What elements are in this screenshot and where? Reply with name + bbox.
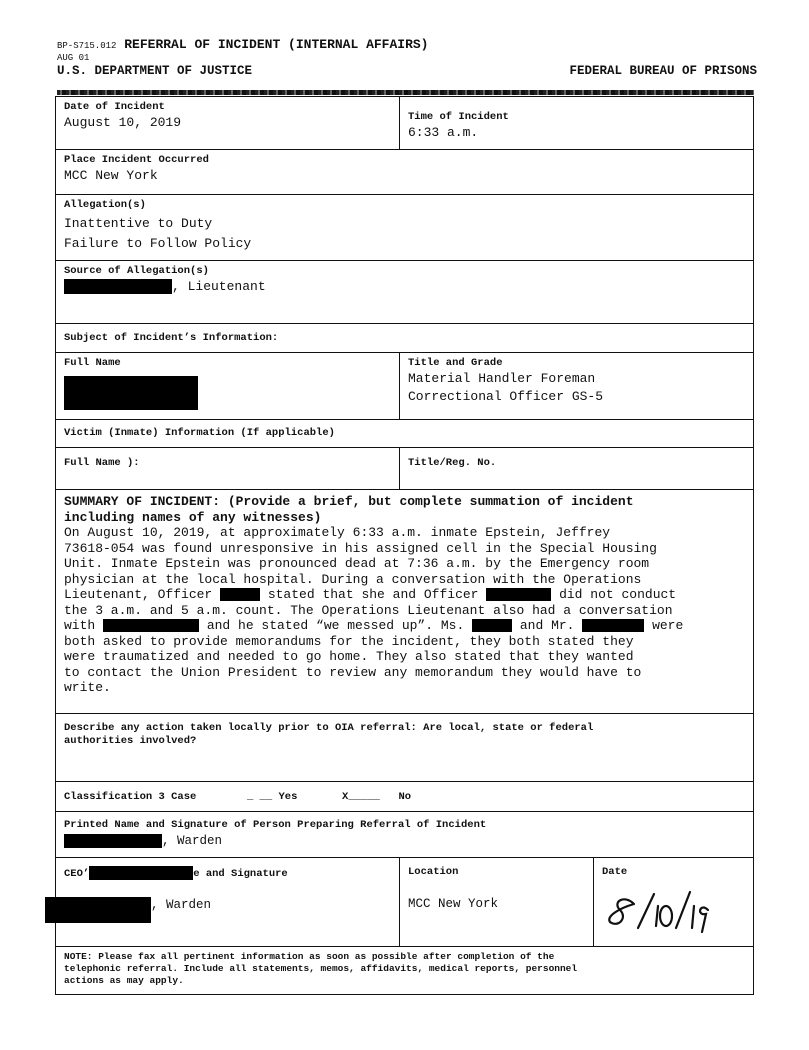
header-rule — [57, 90, 754, 95]
redaction-block — [486, 588, 551, 601]
summary-line: 73618-054 was found unresponsive in his assigned cell in the Special Housing — [64, 540, 657, 556]
victim-name-cell — [56, 448, 399, 489]
note-text — [56, 947, 753, 991]
summary-fragment: were — [644, 618, 684, 633]
form-header — [57, 38, 757, 81]
redaction-block — [220, 588, 260, 601]
place-value: MCC New York — [64, 168, 158, 183]
subject-name-cell — [56, 353, 399, 419]
allegation-item: Inattentive to Duty — [64, 216, 213, 231]
handwritten-date-icon — [604, 888, 714, 938]
summary-fragment: and he stated “we messed up”. Ms. — [199, 618, 473, 633]
classification-line — [64, 791, 745, 804]
action-label: Describe any action taken locally prior to OIA referral: Are local, state or federal — [64, 722, 594, 734]
classification-no: No — [398, 791, 412, 803]
date-signed-label: Date — [602, 866, 628, 878]
time-cell — [399, 97, 753, 149]
redaction-block — [64, 834, 162, 848]
source-value — [64, 278, 745, 296]
classification-row — [56, 782, 753, 812]
summary-heading: SUMMARY OF INCIDENT: (Provide a brief, but complete summation of incident — [64, 494, 634, 509]
summary-heading: including names of any witnesses) — [64, 509, 322, 525]
allegation-item: Failure to Follow Policy — [64, 236, 252, 251]
source-title: , Lieutenant — [172, 279, 266, 294]
ceo-name-line — [45, 897, 345, 923]
summary-line — [64, 587, 745, 603]
allegations-row — [56, 195, 753, 261]
allegations-label: Allegation(s) — [64, 199, 146, 211]
preparer-label: Printed Name and Signature of Person Preparing Referral of Incident — [64, 819, 487, 831]
subject-section-label: Subject of Incident’s Information: — [64, 332, 279, 344]
date-value: August 10, 2019 — [64, 115, 182, 130]
ceo-label — [64, 866, 391, 881]
victim-row — [56, 448, 753, 490]
summary-line: On August 10, 2019, at approximately 6:33 a.m. inmate Epstein, Jeffrey — [64, 525, 611, 540]
summary-fragment: with — [64, 618, 104, 633]
summary-line: the 3 a.m. and 5 a.m. count. The Operations Lieutenant also had a conversation — [64, 602, 673, 618]
form-revision: AUG 01 — [57, 53, 90, 63]
subject-grade-value: Correctional Officer GS-5 — [408, 389, 604, 404]
time-label: Time of Incident — [408, 111, 509, 123]
summary-text — [56, 490, 753, 700]
note-line: actions as may apply. — [64, 975, 184, 986]
summary-fragment: did not conduct — [551, 587, 677, 602]
redaction-block — [64, 376, 198, 410]
note-line: NOTE: Please fax all pertinent information as soon as possible after completion of the — [64, 951, 555, 962]
victim-section-cell — [56, 420, 753, 447]
form-title-line — [57, 38, 757, 53]
date-signed-cell — [593, 858, 753, 946]
subject-section-cell — [56, 324, 753, 352]
date-cell — [56, 97, 399, 149]
summary-line: physician at the local hospital. During a conversation with the Operations — [64, 571, 642, 587]
redaction-block — [582, 619, 644, 632]
classification-no-mark: X_____ — [342, 791, 380, 803]
subject-name-label: Full Name — [64, 357, 121, 369]
summary-line: Unit. Inmate Epstein was pronounced dead at 7:36 a.m. by the Emergency room — [64, 556, 650, 571]
redaction-block — [89, 866, 193, 880]
preparer-value — [64, 832, 745, 850]
classification-label: Classification 3 Case — [64, 791, 197, 803]
preparer-row — [56, 812, 753, 858]
subject-title-cell — [399, 353, 753, 419]
classification-yes: Yes — [278, 791, 298, 803]
summary-line: to contact the Union President to review any memorandum they would have to — [64, 664, 642, 680]
summary-line: were traumatized and needed to go home. They also stated that they wanted — [64, 649, 634, 664]
ceo-label-prefix: CEO’ — [64, 867, 90, 880]
referral-form — [55, 96, 754, 995]
subject-title-value: Material Handler Foreman — [408, 371, 596, 386]
form-title: REFERRAL OF INCIDENT (INTERNAL AFFAIRS) — [124, 37, 429, 52]
location-cell — [399, 858, 593, 946]
summary-line: both asked to provide memorandums for the incident, they both stated they — [64, 633, 634, 649]
place-label: Place Incident Occurred — [64, 154, 209, 166]
date-label: Date of Incident — [64, 101, 165, 113]
preparer-title: , Warden — [162, 834, 223, 848]
ceo-label-suffix: e and Signature — [193, 867, 288, 880]
summary-line — [64, 618, 745, 634]
subject-row — [56, 353, 753, 420]
action-label: authorities involved? — [64, 735, 197, 747]
preparer-cell — [56, 812, 753, 857]
summary-row — [56, 490, 753, 714]
subject-section-row — [56, 324, 753, 353]
redaction-block — [103, 619, 199, 632]
redaction-block — [64, 279, 172, 294]
victim-reg-label: Title/Reg. No. — [408, 457, 497, 469]
time-value: 6:33 a.m. — [408, 125, 479, 140]
department-name: U.S. DEPARTMENT OF JUSTICE — [57, 64, 253, 78]
ceo-name-title: , Warden — [151, 898, 212, 912]
classification-yes-blank: _ __ — [246, 791, 273, 803]
summary-fragment: Lieutenant, Officer — [64, 587, 221, 602]
source-label: Source of Allegation(s) — [64, 265, 209, 277]
source-row — [56, 261, 753, 324]
action-row — [56, 714, 753, 782]
classification-cell — [56, 782, 753, 811]
redaction-block — [472, 619, 512, 632]
allegations-cell — [56, 195, 753, 260]
summary-fragment: stated that she and Officer — [260, 587, 487, 602]
location-label: Location — [408, 866, 459, 878]
place-cell — [56, 150, 753, 194]
victim-reg-cell — [399, 448, 753, 489]
victim-section-row — [56, 420, 753, 448]
incident-datetime-row — [56, 97, 753, 150]
redaction-block — [45, 897, 151, 923]
agency-line — [57, 63, 757, 81]
source-cell — [56, 261, 753, 323]
note-line: telephonic referral. Include all statements, memos, affidavits, medical reports, personnel — [64, 963, 578, 974]
note-row — [56, 947, 753, 994]
subject-title-label: Title and Grade — [408, 357, 503, 369]
summary-fragment: and Mr. — [512, 618, 583, 633]
location-value: MCC New York — [408, 897, 499, 911]
bureau-name: FEDERAL BUREAU OF PRISONS — [569, 64, 757, 78]
victim-section-label: Victim (Inmate) Information (If applicable) — [64, 427, 335, 439]
place-row — [56, 150, 753, 195]
form-code: BP-S715.012 — [57, 41, 117, 51]
action-cell — [56, 714, 753, 781]
summary-line: write. — [64, 680, 111, 695]
victim-name-label: Full Name ): — [64, 457, 140, 469]
